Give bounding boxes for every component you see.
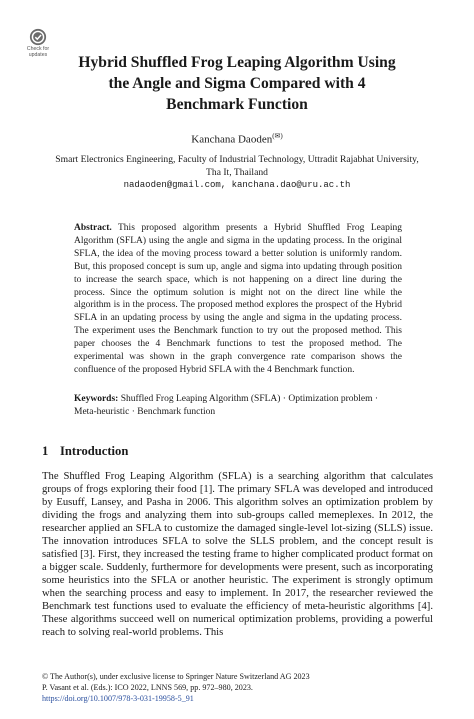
author-name: Kanchana Daoden	[191, 133, 273, 146]
citation-link[interactable]: [3]	[80, 549, 93, 560]
body-text-4: . These algorithms succeed well on numerical optimization problems, providing a powerful reach to solving real-world problems. This	[42, 601, 433, 638]
section-heading	[42, 444, 436, 459]
badge-text-line2: updates	[28, 52, 48, 58]
abstract-text: This proposed algorithm presents a Hybrid Shuffled Frog Leaping Algorithm (SFLA) using the angle and sigma in the updating process. In the original SFLA, the idea of the moving process toward a better solution is uniformly random. But, this proposed concept is sum up, angle and sigma into updating through position to increase the search space, which is not happening on a direct line during the process. Since the optimum solution is might not on the direct line while the algorithm is in the process. The proposed method explores the prospect of the Hybrid SFLA in an updating process by using the angle and sigma in the updating process. The experiment uses the Benchmark function to try out the proposed method. This paper chooses the 4 Benchmark functions to test the proposed method. The experimental was shown in the graph convergence rate comparison shows the confluence of the proposed Hybrid SFLA with the 4 Benchmark function.	[74, 223, 402, 375]
body-text-2: . The primary SFLA was developed and introduced by Eusuff, Lansey, and Pasha in 2006. This algorithm solves an optimization problem by dividing the frogs and analyzing them into sub-groups called memeplexes. In 2012, the researcher applied an SFLA to customize the damaged single-level lot-sizing (SLLS) issue. The innovation introduces SFLA to solve the SLLS problem, and the concept result is satisfied	[42, 484, 433, 560]
affiliation-line-1: Smart Electronics Engineering, Faculty of Industrial Technology, Uttradit Rajabhat University,	[55, 154, 419, 165]
author-line	[0, 132, 474, 146]
abstract	[74, 222, 402, 377]
keywords-label: Keywords:	[74, 394, 119, 404]
body-text-1: The Shuffled Frog Leaping Algorithm (SFLA) is a searching algorithm that calculates groups of frogs exploring their food	[42, 471, 433, 495]
paper-title	[40, 52, 434, 115]
citation-link[interactable]: [1]	[199, 484, 213, 495]
title-line-2: the Angle and Sigma Compared with 4	[108, 75, 366, 92]
author-emails[interactable]: nadaoden@gmail.com, kanchana.dao@uru.ac.th	[123, 180, 351, 190]
introduction-paragraph	[42, 470, 433, 639]
body-text-3: . First, they increased the testing frame to higher complicated product format on a bigger scale. Suddenly, furthermore for developments were present, such as incorporating some heuristics into the SFLA or another heuristic. The experiment is strongly optimum when the searching process and easy to implement. In 2017, the researcher reviewed the Benchmark test functions used to evaluate the efficiency of meta-heuristic algorithms	[42, 549, 433, 612]
section-number: 1	[42, 444, 49, 458]
title-line-1: Hybrid Shuffled Frog Leaping Algorithm Using	[78, 54, 396, 71]
corresponding-author-mark[interactable]: (✉)	[272, 132, 283, 140]
doi-link[interactable]: https://doi.org/10.1007/978-3-031-19958-5_91	[42, 693, 194, 703]
check-for-updates-icon	[29, 28, 47, 46]
affiliation-line-2: Tha It, Thailand	[206, 166, 268, 178]
copyright-line: © The Author(s), under exclusive license to Springer Nature Switzerland AG 2023	[42, 672, 310, 681]
copyright-footer	[42, 672, 436, 704]
title-line-3: Benchmark Function	[166, 96, 308, 113]
keywords	[74, 393, 402, 419]
badge-text-line1: Check for	[26, 46, 50, 52]
abstract-label: Abstract.	[74, 223, 112, 233]
keywords-text: Shuffled Frog Leaping Algorithm (SFLA) · Optimization problem · Meta-heuristic · Benchmark function	[74, 394, 379, 417]
affiliation	[40, 154, 434, 192]
citation-link[interactable]: [4]	[417, 601, 431, 612]
citation-line: P. Vasant et al. (Eds.): ICO 2022, LNNS 569, pp. 972–980, 2023.	[42, 682, 253, 692]
section-title: Introduction	[60, 444, 129, 458]
